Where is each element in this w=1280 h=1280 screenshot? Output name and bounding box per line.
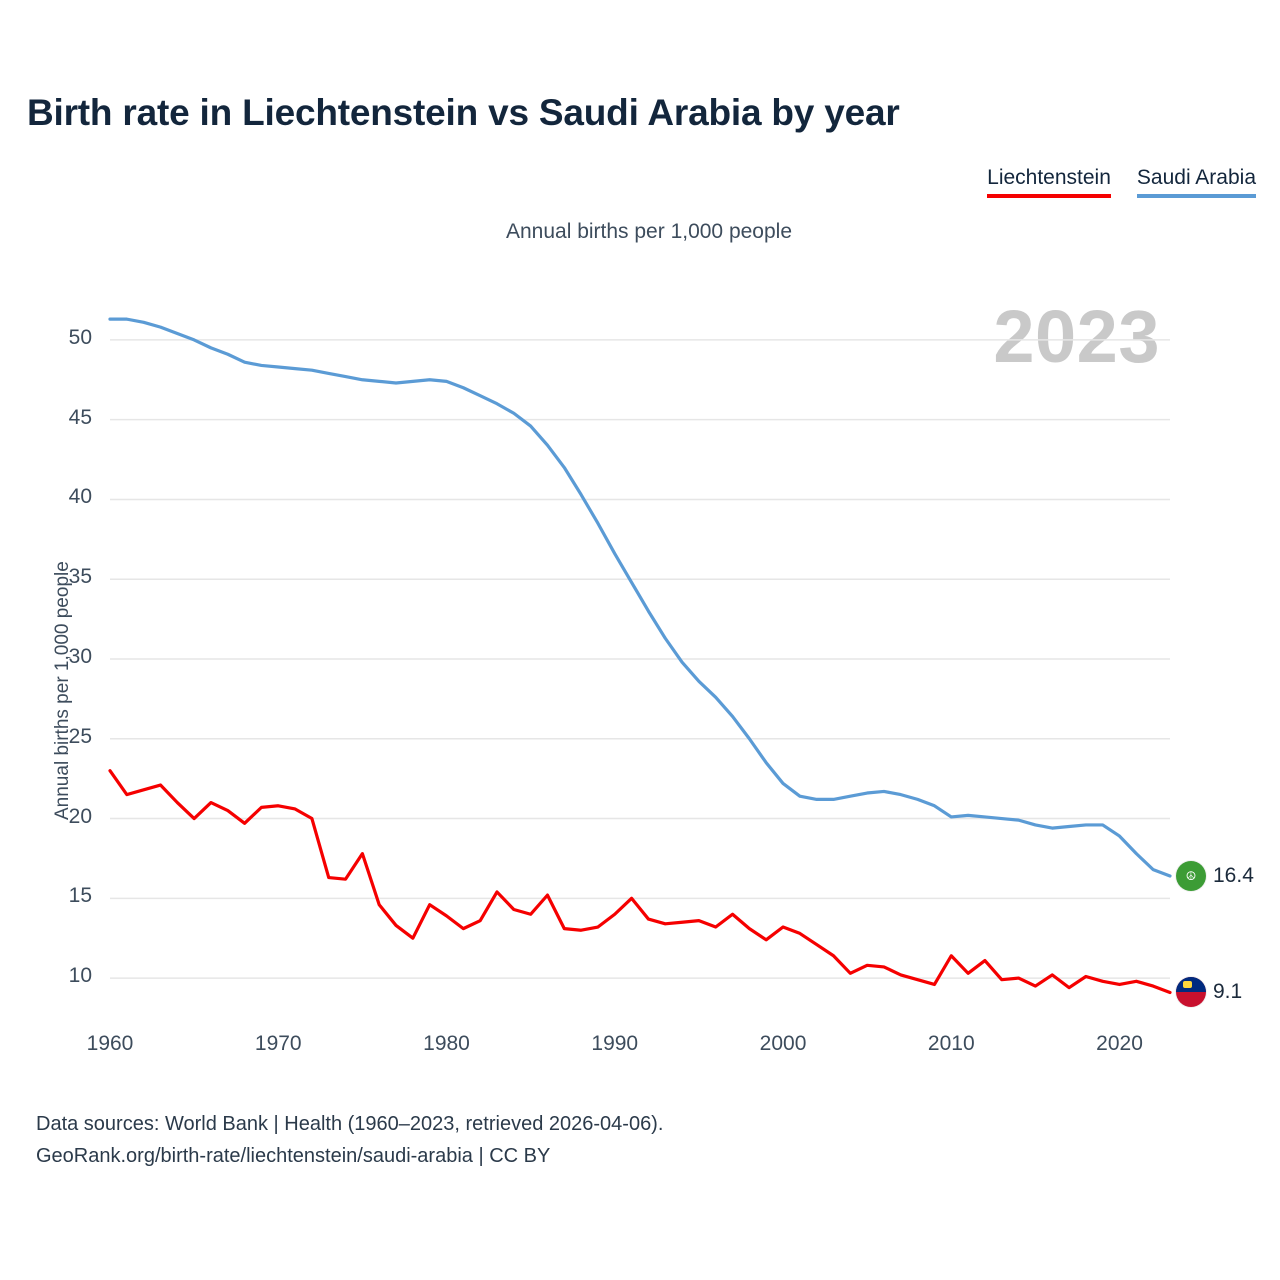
y-axis-label: Annual births per 1,000 people xyxy=(52,561,73,820)
endpoint-saudi-arabia xyxy=(1176,861,1254,891)
chart-subtitle-text: Annual births per 1,000 people xyxy=(505,220,793,243)
x-tick-label: 1980 xyxy=(423,1032,470,1055)
x-tick-label: 1970 xyxy=(254,1032,302,1055)
series-line-liechtenstein xyxy=(110,771,1170,993)
legend-item-saudi-arabia[interactable]: Saudi Arabia xyxy=(1137,166,1256,198)
chart-footer xyxy=(36,1108,663,1173)
saudi-arabia-flag-icon: ☮ xyxy=(1176,861,1206,891)
page-title: Birth rate in Liechtenstein vs Saudi Arabia by year xyxy=(27,92,900,133)
year-badge: 2023 xyxy=(993,295,1160,378)
y-tick-label: 20 xyxy=(68,804,92,828)
liechtenstein-flag-icon xyxy=(1176,977,1206,1007)
y-tick-label: 35 xyxy=(68,565,92,589)
y-tick-label: 10 xyxy=(68,964,92,988)
endpoint-value-saudi-arabia: 16.4 xyxy=(1213,863,1254,887)
y-tick-label: 45 xyxy=(68,405,92,429)
footer-line-1: Data sources: World Bank | Health (1960–2023, retrieved 2026-04-06). xyxy=(36,1113,664,1135)
x-tick-label: 2000 xyxy=(759,1032,807,1055)
legend-item-liechtenstein[interactable]: Liechtenstein xyxy=(987,166,1111,198)
x-tick-label: 1960 xyxy=(86,1032,134,1055)
chart-gridlines xyxy=(110,340,1170,978)
series-line-saudi-arabia xyxy=(110,319,1170,876)
endpoint-liechtenstein xyxy=(1176,977,1242,1007)
x-tick-label: 2020 xyxy=(1096,1032,1143,1055)
y-tick-label: 50 xyxy=(68,325,92,349)
y-tick-label: 25 xyxy=(68,724,92,748)
footer-line-2: GeoRank.org/birth-rate/liechtenstein/saudi-arabia | CC BY xyxy=(36,1145,551,1168)
endpoint-value-liechtenstein: 9.1 xyxy=(1213,980,1243,1004)
y-tick-label: 30 xyxy=(68,644,92,668)
x-tick-label: 1990 xyxy=(591,1032,639,1055)
y-tick-label: 15 xyxy=(68,884,92,908)
x-tick-label: 2010 xyxy=(927,1032,975,1055)
y-tick-label: 40 xyxy=(68,485,92,509)
